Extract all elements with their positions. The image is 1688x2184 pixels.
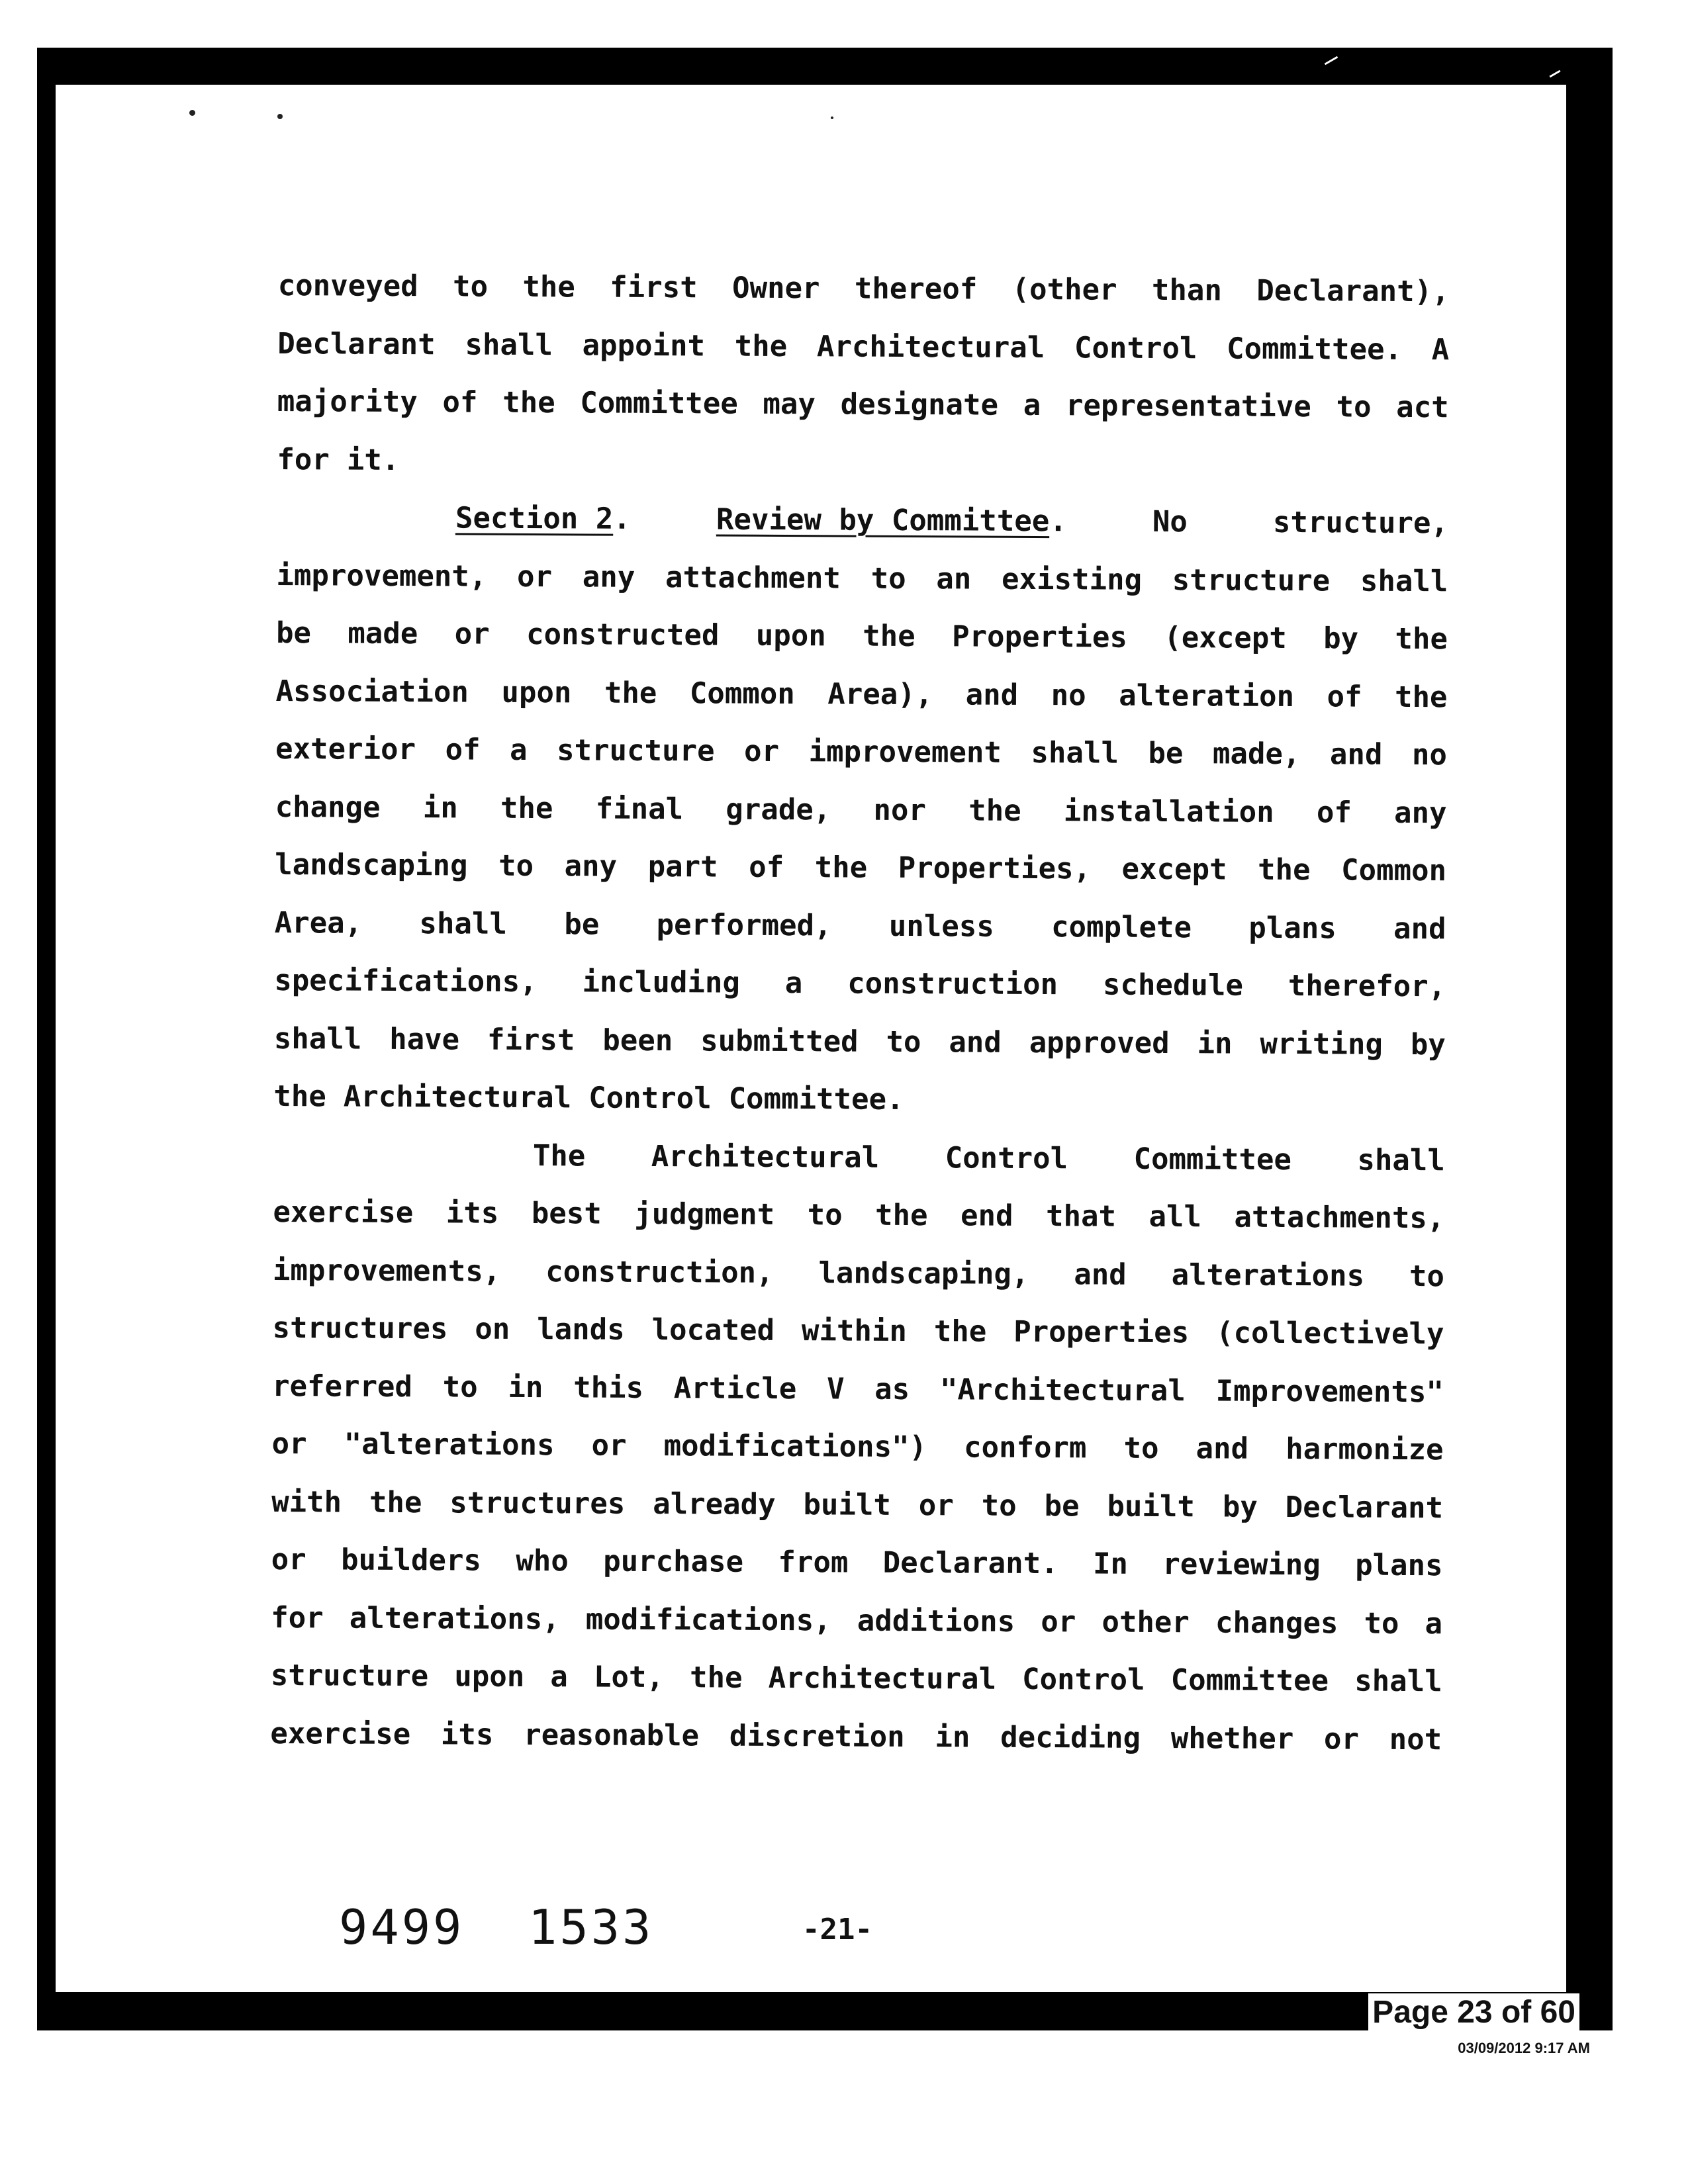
text-word: or (918, 1488, 954, 1522)
text-word: landscaping (275, 847, 468, 883)
text-word: modifications, (585, 1602, 831, 1637)
text-word: best (531, 1197, 602, 1231)
text-word: or (271, 1426, 307, 1461)
text-word: the (814, 850, 868, 885)
text-word: on (475, 1312, 510, 1346)
text-word: structure, (1272, 505, 1449, 541)
text-word: Architectural (343, 1079, 572, 1115)
text-word: referred (271, 1369, 413, 1404)
text-word: its (445, 1196, 499, 1230)
text-word: attachment (665, 560, 841, 595)
text-word: any (582, 559, 635, 594)
text-word: all (1149, 1199, 1202, 1234)
text-word: it. (346, 443, 400, 477)
text-word: Committee (1170, 1663, 1329, 1698)
text-word: located (651, 1312, 775, 1347)
text-word: in (935, 1719, 970, 1754)
text-word: (except (1164, 621, 1287, 655)
text-word: Control (1022, 1662, 1145, 1697)
text-word: judgment (634, 1197, 775, 1232)
text-word: writing (1260, 1026, 1383, 1062)
text-word: Area), (827, 676, 933, 711)
text-line-24 (271, 1588, 1442, 1653)
text-word: or (516, 559, 553, 594)
section-label: Section 2. (455, 501, 631, 536)
text-line-9 (275, 720, 1447, 784)
text-word: alterations, (349, 1601, 560, 1636)
text-word: In (1092, 1547, 1129, 1581)
text-word: changes (1215, 1605, 1338, 1640)
text-word: improvements, (272, 1253, 501, 1289)
text-word: performed, (656, 907, 832, 942)
text-word: to (1364, 1606, 1399, 1641)
text-word: from (778, 1545, 849, 1580)
text-word: Committee. (728, 1081, 904, 1116)
text-word: construction (847, 966, 1058, 1002)
text-word: constructed (526, 617, 720, 653)
text-word: to (442, 1369, 478, 1404)
text-word: to (807, 1198, 843, 1232)
text-word: shall (1354, 1664, 1442, 1699)
text-word: structure (1172, 563, 1331, 598)
text-word: part (647, 849, 718, 884)
text-word: Lot, (593, 1660, 665, 1695)
text-line-21 (271, 1415, 1443, 1479)
text-word: Committee (580, 386, 738, 421)
text-word: approved (1029, 1025, 1170, 1060)
text-word: upon (454, 1659, 525, 1694)
text-word: V (826, 1371, 845, 1406)
text-word: Control (588, 1081, 712, 1116)
text-word: "Architectural (939, 1372, 1186, 1408)
text-word: Improvements" (1215, 1373, 1444, 1409)
text-line-25 (271, 1647, 1442, 1711)
text-word: any (1393, 796, 1447, 830)
text-word: structures (449, 1485, 626, 1521)
text-word: landscaping, (818, 1255, 1029, 1291)
text-word: Common (1340, 853, 1447, 888)
text-word: Committee (1133, 1142, 1292, 1177)
text-word: improvement, (276, 558, 487, 594)
text-word: the (689, 1661, 743, 1695)
text-line-22 (271, 1473, 1443, 1537)
text-word: built (1107, 1489, 1196, 1524)
text-word: to (981, 1488, 1017, 1523)
text-word: plans (1248, 911, 1336, 945)
text-word: the (863, 619, 915, 654)
text-word: have (389, 1022, 460, 1056)
text-word: other (1102, 1605, 1190, 1639)
text-word: act (1396, 390, 1449, 425)
text-word: or (454, 617, 490, 651)
text-word: specifications, (274, 963, 538, 999)
text-line-8 (275, 662, 1447, 726)
text-word: deciding (1000, 1720, 1141, 1755)
text-word: made, (1212, 737, 1301, 772)
text-word: to (1409, 1259, 1445, 1293)
text-word: the (604, 676, 657, 710)
text-word: the (1394, 680, 1448, 714)
text-word: of (1316, 795, 1352, 830)
text-line-20 (272, 1357, 1444, 1421)
text-word: of (1327, 679, 1362, 714)
text-line-18 (273, 1241, 1444, 1305)
text-word: lands (537, 1312, 625, 1347)
text-word: attachments, (1234, 1200, 1445, 1236)
text-word: with (271, 1484, 342, 1520)
text-word: shall (273, 1021, 362, 1056)
text-word: be (1148, 736, 1184, 771)
text-word: (collectively (1215, 1316, 1444, 1351)
text-word: Properties, (898, 850, 1092, 886)
text-word: be (564, 907, 600, 942)
text-word: structures (272, 1310, 448, 1346)
text-word: to (498, 848, 534, 884)
text-word: for (277, 442, 330, 477)
text-line-6 (276, 546, 1448, 610)
text-word: and (1329, 737, 1383, 772)
text-word: Control (945, 1140, 1068, 1175)
text-word: nor (873, 793, 927, 827)
text-word: plans (1355, 1548, 1443, 1583)
text-word: to (1123, 1431, 1159, 1465)
page-number-stamp: 1533 (528, 1899, 654, 1955)
text-line-10 (275, 778, 1446, 842)
text-word: majority (277, 384, 418, 420)
text-word: of (442, 385, 478, 420)
text-word: in (422, 790, 458, 825)
text-word: as (874, 1372, 910, 1406)
text-word: reviewing (1162, 1547, 1321, 1582)
text-word: Properties (951, 619, 1128, 655)
text-word: first (487, 1023, 575, 1057)
text-word: no (1411, 737, 1448, 772)
text-word: and (1393, 911, 1446, 946)
document-page-number: -21- (802, 1913, 872, 1946)
text-word: to (886, 1024, 921, 1059)
text-word: end (960, 1199, 1013, 1233)
text-line-4 (277, 430, 1448, 494)
text-word: the (500, 791, 553, 825)
text-word: appoint (582, 328, 706, 363)
text-word: no (1051, 678, 1086, 712)
text-word: Declarant (277, 326, 436, 361)
text-word: and (1196, 1432, 1249, 1466)
text-word: harmonize (1286, 1432, 1444, 1467)
text-word: except (1121, 852, 1227, 887)
text-word: to (870, 561, 906, 596)
text-word: or (1323, 1721, 1360, 1756)
text-word: complete (1051, 909, 1192, 944)
text-word: by (1323, 621, 1359, 656)
text-word: The (532, 1138, 586, 1173)
scan-speck (277, 114, 283, 119)
text-word: whether (1170, 1721, 1294, 1756)
text-word: by (1410, 1027, 1446, 1062)
text-line-11 (275, 836, 1446, 900)
text-word: unless (888, 909, 994, 944)
text-line-1 (278, 257, 1450, 321)
text-word: Committee. (1226, 332, 1403, 367)
text-word: structure (270, 1658, 429, 1694)
text-word: be (1044, 1488, 1080, 1523)
text-word: final (595, 792, 684, 826)
text-line-15 (273, 1068, 1445, 1132)
text-word: discretion (729, 1719, 905, 1754)
text-word: a (550, 1660, 569, 1694)
text-word: change (275, 790, 381, 825)
text-word: of (445, 733, 481, 767)
text-word: this (573, 1370, 644, 1405)
text-word: in (508, 1370, 543, 1404)
text-word: who (516, 1543, 569, 1578)
text-word: Architectural (768, 1661, 997, 1696)
text-word: been (602, 1023, 673, 1058)
text-word: in (1197, 1026, 1233, 1061)
text-word: the (522, 269, 576, 304)
text-line-19 (272, 1299, 1444, 1363)
text-word: exercise (273, 1195, 414, 1230)
text-word: purchase (603, 1544, 744, 1579)
text-word: an (936, 561, 972, 596)
text-word: not (1389, 1722, 1442, 1756)
text-line-14 (274, 1009, 1446, 1073)
text-word: made (348, 616, 418, 651)
text-word: schedule (1102, 968, 1244, 1003)
text-line-13 (274, 952, 1446, 1016)
text-word: the (369, 1485, 422, 1520)
text-word: the (874, 1198, 928, 1233)
document-body (270, 257, 1450, 1768)
text-word: existing (1001, 562, 1143, 597)
text-word: submitted (700, 1023, 859, 1059)
text-word: Review by Committee (716, 502, 1050, 539)
scan-speck (831, 116, 833, 119)
text-word: may (763, 387, 816, 422)
text-word: or (1041, 1604, 1076, 1639)
text-word: Declarant (1285, 1490, 1444, 1525)
scan-speck (189, 110, 195, 116)
text-word: within (801, 1314, 908, 1348)
text-word: the (933, 1314, 987, 1349)
section-title: Review by Committee. (716, 502, 1067, 539)
text-word: the (273, 1079, 326, 1114)
text-word: representative (1065, 388, 1311, 424)
text-word: or (591, 1428, 627, 1463)
text-word: conform (963, 1430, 1087, 1465)
section-heading-line (277, 488, 1448, 553)
text-word: its (440, 1717, 494, 1752)
text-word: any (564, 849, 618, 884)
text-word: Control (1074, 330, 1197, 365)
text-word: built (803, 1487, 892, 1522)
text-word: additions (857, 1604, 1015, 1639)
text-word: a (1425, 1606, 1443, 1641)
text-word: and (949, 1024, 1002, 1060)
text-word: the (1395, 621, 1448, 657)
text-line-2 (277, 314, 1449, 379)
text-word: Article (673, 1371, 797, 1406)
text-word: a (784, 966, 803, 1001)
text-word: shall (465, 327, 553, 362)
text-line-17 (273, 1183, 1444, 1248)
text-word: by (1222, 1489, 1258, 1524)
text-word: the (968, 793, 1021, 828)
text-word: Architectural (816, 329, 1045, 365)
text-word: shall (419, 906, 508, 941)
text-word: shall (1360, 564, 1448, 598)
text-word: Owner (731, 271, 820, 306)
text-word: exterior (275, 731, 416, 767)
text-line-23 (271, 1531, 1442, 1595)
text-word: for (271, 1600, 324, 1635)
text-word: and (1074, 1257, 1127, 1292)
text-word: (other (1011, 272, 1117, 307)
text-word: structure (556, 733, 715, 768)
text-word: than (1151, 273, 1223, 308)
text-word: Area, (274, 905, 363, 940)
text-word: upon (501, 675, 572, 709)
text-word: or (743, 734, 780, 768)
text-word: the (1257, 852, 1311, 887)
text-word: to (1336, 390, 1372, 424)
text-word: improvement (808, 735, 1002, 770)
text-word: be (275, 615, 312, 651)
text-word: Declarant. (882, 1545, 1058, 1581)
text-word: shall (1357, 1143, 1445, 1177)
text-word: grade, (726, 792, 831, 827)
text-word: Architectural (651, 1139, 880, 1175)
text-word: modifications") (663, 1429, 927, 1465)
text-word: therefor, (1288, 969, 1446, 1004)
text-word: alteration (1119, 678, 1295, 713)
text-word: already (653, 1486, 776, 1522)
text-line-7 (276, 604, 1448, 668)
recorder-page-count: Page 23 of 60 (1368, 1993, 1579, 2032)
text-word: a (509, 733, 528, 767)
text-word: shall (1031, 735, 1119, 770)
text-word: that (1045, 1199, 1117, 1234)
text-word: reasonable (524, 1717, 700, 1752)
text-word: Association (275, 674, 469, 709)
text-word: first (610, 270, 698, 305)
text-word: Declarant), (1256, 273, 1450, 309)
text-line-16 (273, 1125, 1445, 1189)
text-word: installation (1063, 794, 1274, 829)
text-word: of (749, 850, 784, 885)
text-line-12 (275, 893, 1446, 958)
text-word: alterations (1171, 1257, 1365, 1293)
text-word: No (1152, 504, 1188, 539)
text-word: thereof (854, 271, 978, 306)
text-word: "alterations (344, 1427, 555, 1463)
text-line-3 (277, 373, 1449, 437)
text-line-26 (270, 1704, 1442, 1768)
text-word: including (582, 965, 741, 1000)
text-word: A (1431, 332, 1450, 367)
text-word: a (1023, 388, 1041, 423)
text-word: and (965, 677, 1019, 712)
text-word: designate (840, 387, 999, 422)
text-word: to (452, 269, 489, 304)
recorder-timestamp: 03/09/2012 9:17 AM (1458, 2040, 1590, 2056)
text-word: the (502, 385, 555, 420)
book-number-stamp: 9499 (339, 1899, 465, 1955)
text-word: the (734, 329, 788, 363)
text-word: exercise (270, 1716, 411, 1751)
text-word: conveyed (277, 268, 418, 304)
text-word: builders (340, 1543, 482, 1578)
text-word: upon (755, 618, 826, 653)
text-word: or (271, 1542, 306, 1577)
text-word: construction, (545, 1254, 774, 1290)
text-word: Common (689, 676, 795, 711)
text-word: Properties (1013, 1314, 1190, 1350)
text-word: Section 2 (455, 501, 614, 536)
